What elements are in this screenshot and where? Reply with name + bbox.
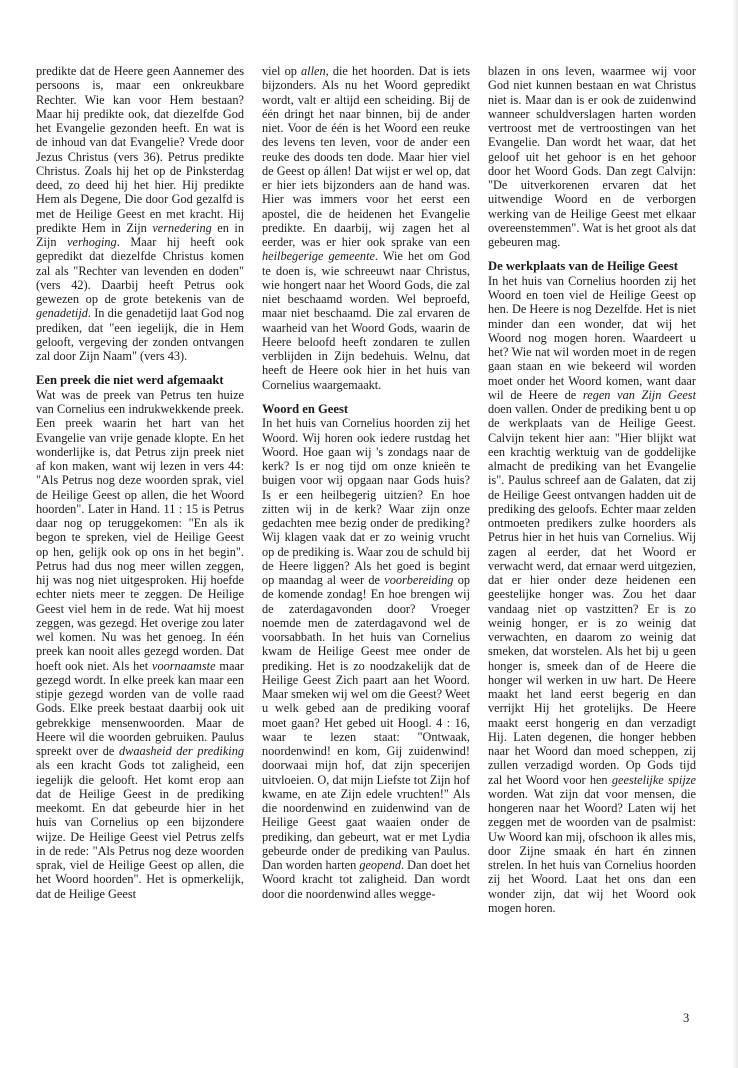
section-heading: Een preek die niet werd afgemaakt [36,373,224,388]
section-heading: De werkplaats van de Heilige Geest [488,259,678,274]
text-column-middle [262,64,470,1024]
article-page [36,64,696,1024]
page-edge-shadow [732,0,738,1068]
section-heading: Woord en Geest [262,401,349,416]
body-paragraph: Wat was de preek van Petrus ten huize van Cornelius een indrukwekkende preek. Een preek waarin het hart van het Evangelie van vrije genade klopte. En het wonderlijke is, dat Petrus zijn preek niet af kon maken, want wij lezen in vers 44: "Als Petrus nog deze woorden sprak, viel de Heilige Geest op allen, die het Woord hoorden". Later in Hand. 11 : 15 is Petrus daar nog op teruggekomen: "En als ik begon te spreken, viel de Heilige Geest op hen, gelijk ook op ons in het begin". Petrus had dus nog meer willen zeggen, hij was nog niet uitgesproken. Hij hoefde echter niets meer te zeggen. De Heilige Geest viel hem in de rede. Wat hij moest zeggen, was gezegd. Het overige zou later wel komen. Nu was het genoeg. In één preek kan nooit alles gezegd worden. Dat hoeft ook niet. Als het voornaamste maar gezegd wordt. In elke preek kan maar een stipje gezegd worden van de volle raad Gods. Elke preek bestaat daarbij ook uit gebrekkige mensenwoorden. Maar de Heere wil die woorden gebruiken. Paulus spreekt over de dwaasheid der prediking als een kracht Gods tot zaligheid, een iegelijk die gelooft. Het komt erop aan dat de Heilige Geest in de prediking meekomt. En dat gebeurde hier in het huis van Cornelius op een bijzondere wijze. De Heilige Geest viel Petrus zelfs in de rede: "Als Petrus nog deze woorden sprak, viel de Heilige Geest op allen, die het Woord hoorden". Het is opmerkelijk, dat de Heilige Geest [36,387,244,901]
body-paragraph: blazen in ons leven, waarmee wij voor God niet kunnen bestaan en wat Christus niet is. Maar dan is er ook de zuidenwind wanneer schuldverslagen harten worden vertroost met de vertroostingen van het Evangelie. Dan wordt het waar, dat het geloof uit het gehoor is en het gehoor door het Woord Gods. Dan zegt Calvijn: "De uitverkorenen ervaren dat het uitwendige Woord en de verborgen werking van de Heilige Geest met elkaar overeenstemmen". Wat is het groot als dat gebeuren mag. [488,64,696,249]
body-paragraph: In het huis van Cornelius hoorden zij het Woord. Wij horen ook iedere rustdag het Woord. Hoe gaan wij 's zondags naar de kerk? Is er nog tijd om onze knieën te buigen voor wij opgaan naar Gods huis? Is er een heilbegerig uitzien? En hoe zitten wij in de kerk? Waar zijn onze gedachten mee bezig onder de prediking? Wij klagen vaak dat er zo weinig vrucht op de prediking is. Waar zou de schuld bij de Heere liggen? Als het goed is begint op maandag al weer de voorbereiding op de komende zondag! En hoe brengen wij de zaterdagavonden door? Vroeger noemde men de zaterdagavond wel de voorsabbath. In het huis van Cornelius kwam de Heilige Geest mee onder de prediking. Het is zo noodzakelijk dat de Heilige Geest Zich paart aan het Woord. Maar smeken wij wel om die Geest? Weet u welk gebed aan de prediking vooraf moet gaan? Het gebed uit Hoogl. 4 : 16, waar te lezen staat: "Ontwaak, noordenwind! en kom, Gij zuidenwind! doorwaai mijn hof, dat zijn specerijen uitvloeien. O, dat mijn Liefste tot Zijn hof kwame, en ate Zijn edele vruchten!" Als die noordenwind en zuidenwind van de Heilige Geest gaat waaien onder de prediking, dan gebeurt, wat er met Lydia gebeurde onder de prediking van Paulus. Dan worden harten geopend. Dan doet het Woord kracht tot zaligheid. Dan wordt door die noordenwind alles wegge- [262,416,470,901]
text-column-left [36,64,244,1024]
body-paragraph: predikte dat de Heere geen Aannemer des persoons is, maar een onkreukbare Rechter. Wie kan voor Hem bestaan? Maar hij predikte ook, dat diezelfde God het Evangelie gezonden heeft. En wat is de inhoud van dat Evangelie? Vrede door Jezus Christus (vers 36). Petrus predikte Christus. Zoals hij het op de Pinksterdag deed, zo deed hij het hier. Hij predikte Hem als Degene, Die door God gezalfd is met de Heilige Geest en met kracht. Hij predikte Hem in Zijn vernedering en in Zijn verhoging. Maar hij heeft ook gepredikt dat diezelfde Christus komen zal als "Rechter van levenden en doden" (vers 42). Daarbij heeft Petrus ook gewezen op de grote betekenis van de genadetijd. In die genadetijd laat God nog prediken, dat "een iegelijk, die in Hem gelooft, vergeving der zonden ontvangen zal door Zijn Naam" (vers 43). [36,64,244,363]
page-number: 3 [683,1011,690,1025]
body-paragraph: viel op allen, die het hoorden. Dat is iets bijzonders. Als nu het Woord gepredikt wordt, valt er altijd een scheiding. Bij de één dringt het naar binnen, bij de ander niet. Voor de één is het Woord een reuke des levens ten leven, voor de ander een reuke des doods ten dode. Maar hier viel de Geest op állen! Dat wijst er wel op, dat er hier iets bijzonders aan de hand was. Hier was immers voor het eerst een apostel, die de heidenen het Evangelie predikte. En daarbij, wij zagen het al eerder, was er hier ook sprake van een heilbegerige gemeente. Wie het om God te doen is, wie schreeuwt naar Christus, wie hongert naar het Woord Gods, die zal niet beschaamd worden. Wel beproefd, maar niet beschaamd. Die zal ervaren de waarheid van het Woord Gods, waarin de Heere beloofd heeft zondaren te zullen verblijden in Zijn bedehuis. Welnu, dat heeft de Heere ook hier in het huis van Cornelius waargemaakt. [262,64,471,392]
text-column-right [488,64,696,1024]
body-paragraph: In het huis van Cornelius hoorden zij het Woord en toen viel de Heilige Geest op hen. De Heere is nog Dezelfde. Het is niet minder dan een wonder, dat wij het Woord nog mogen horen. Waardeert u het? Wie nat wil worden moet in de regen gaan staan en wie bekeerd wil worden moet onder het Woord komen, want daar wil de Heere de regen van Zijn Geest doen vallen. Onder de prediking bent u op de werkplaats van de Heilige Geest. Calvijn tekent hier aan: "Hier blijkt wat een krachtig werktuig van de goddelijke almacht de prediking van het Evangelie is". Paulus schreef aan de Galaten, dat zij de Heilige Geest ontvangen hadden uit de prediking des geloofs. Echter maar zelden ontmoeten predikers zulke hoorders als Petrus hier in het huis van Cornelius. Wij zagen al eerder, dat het Woord er verwacht werd, dat ernaar werd uitgezien, dat er hier onder deze heidenen een geestelijke honger was. Zou het daar vandaag niet op vastzitten? Er is zo weinig honger, er is zo weinig dat verwachten, en daarom zo weinig dat smeken, dat worstelen. Als het bij u geen honger is, smeek dan of de Heere die honger wil werken in uw hart. De Heere maakt het land eerst begerig en dan verrijkt Hij het grotelijks. De Heere maakt eerst hongerig en dan verzadigt Hij. Laten degenen, die honger hebben naar het Woord dan moed scheppen, zij zullen verzadigd worden. Op Gods tijd zal het Woord voor hen geestelijke spijze worden. Wat zijn dat voor mensen, die hongeren naar het Woord? Laten wij het zeggen met de woorden van de psalmist: Uw Woord kan mij, ofschoon ik alles mis, door Zijne smaak én hart én zinnen strelen. In het huis van Cornelius hoorden zij het Woord. Laat het ons dan een wonder zijn, dat wij het Woord ook mogen horen. [488,273,696,915]
